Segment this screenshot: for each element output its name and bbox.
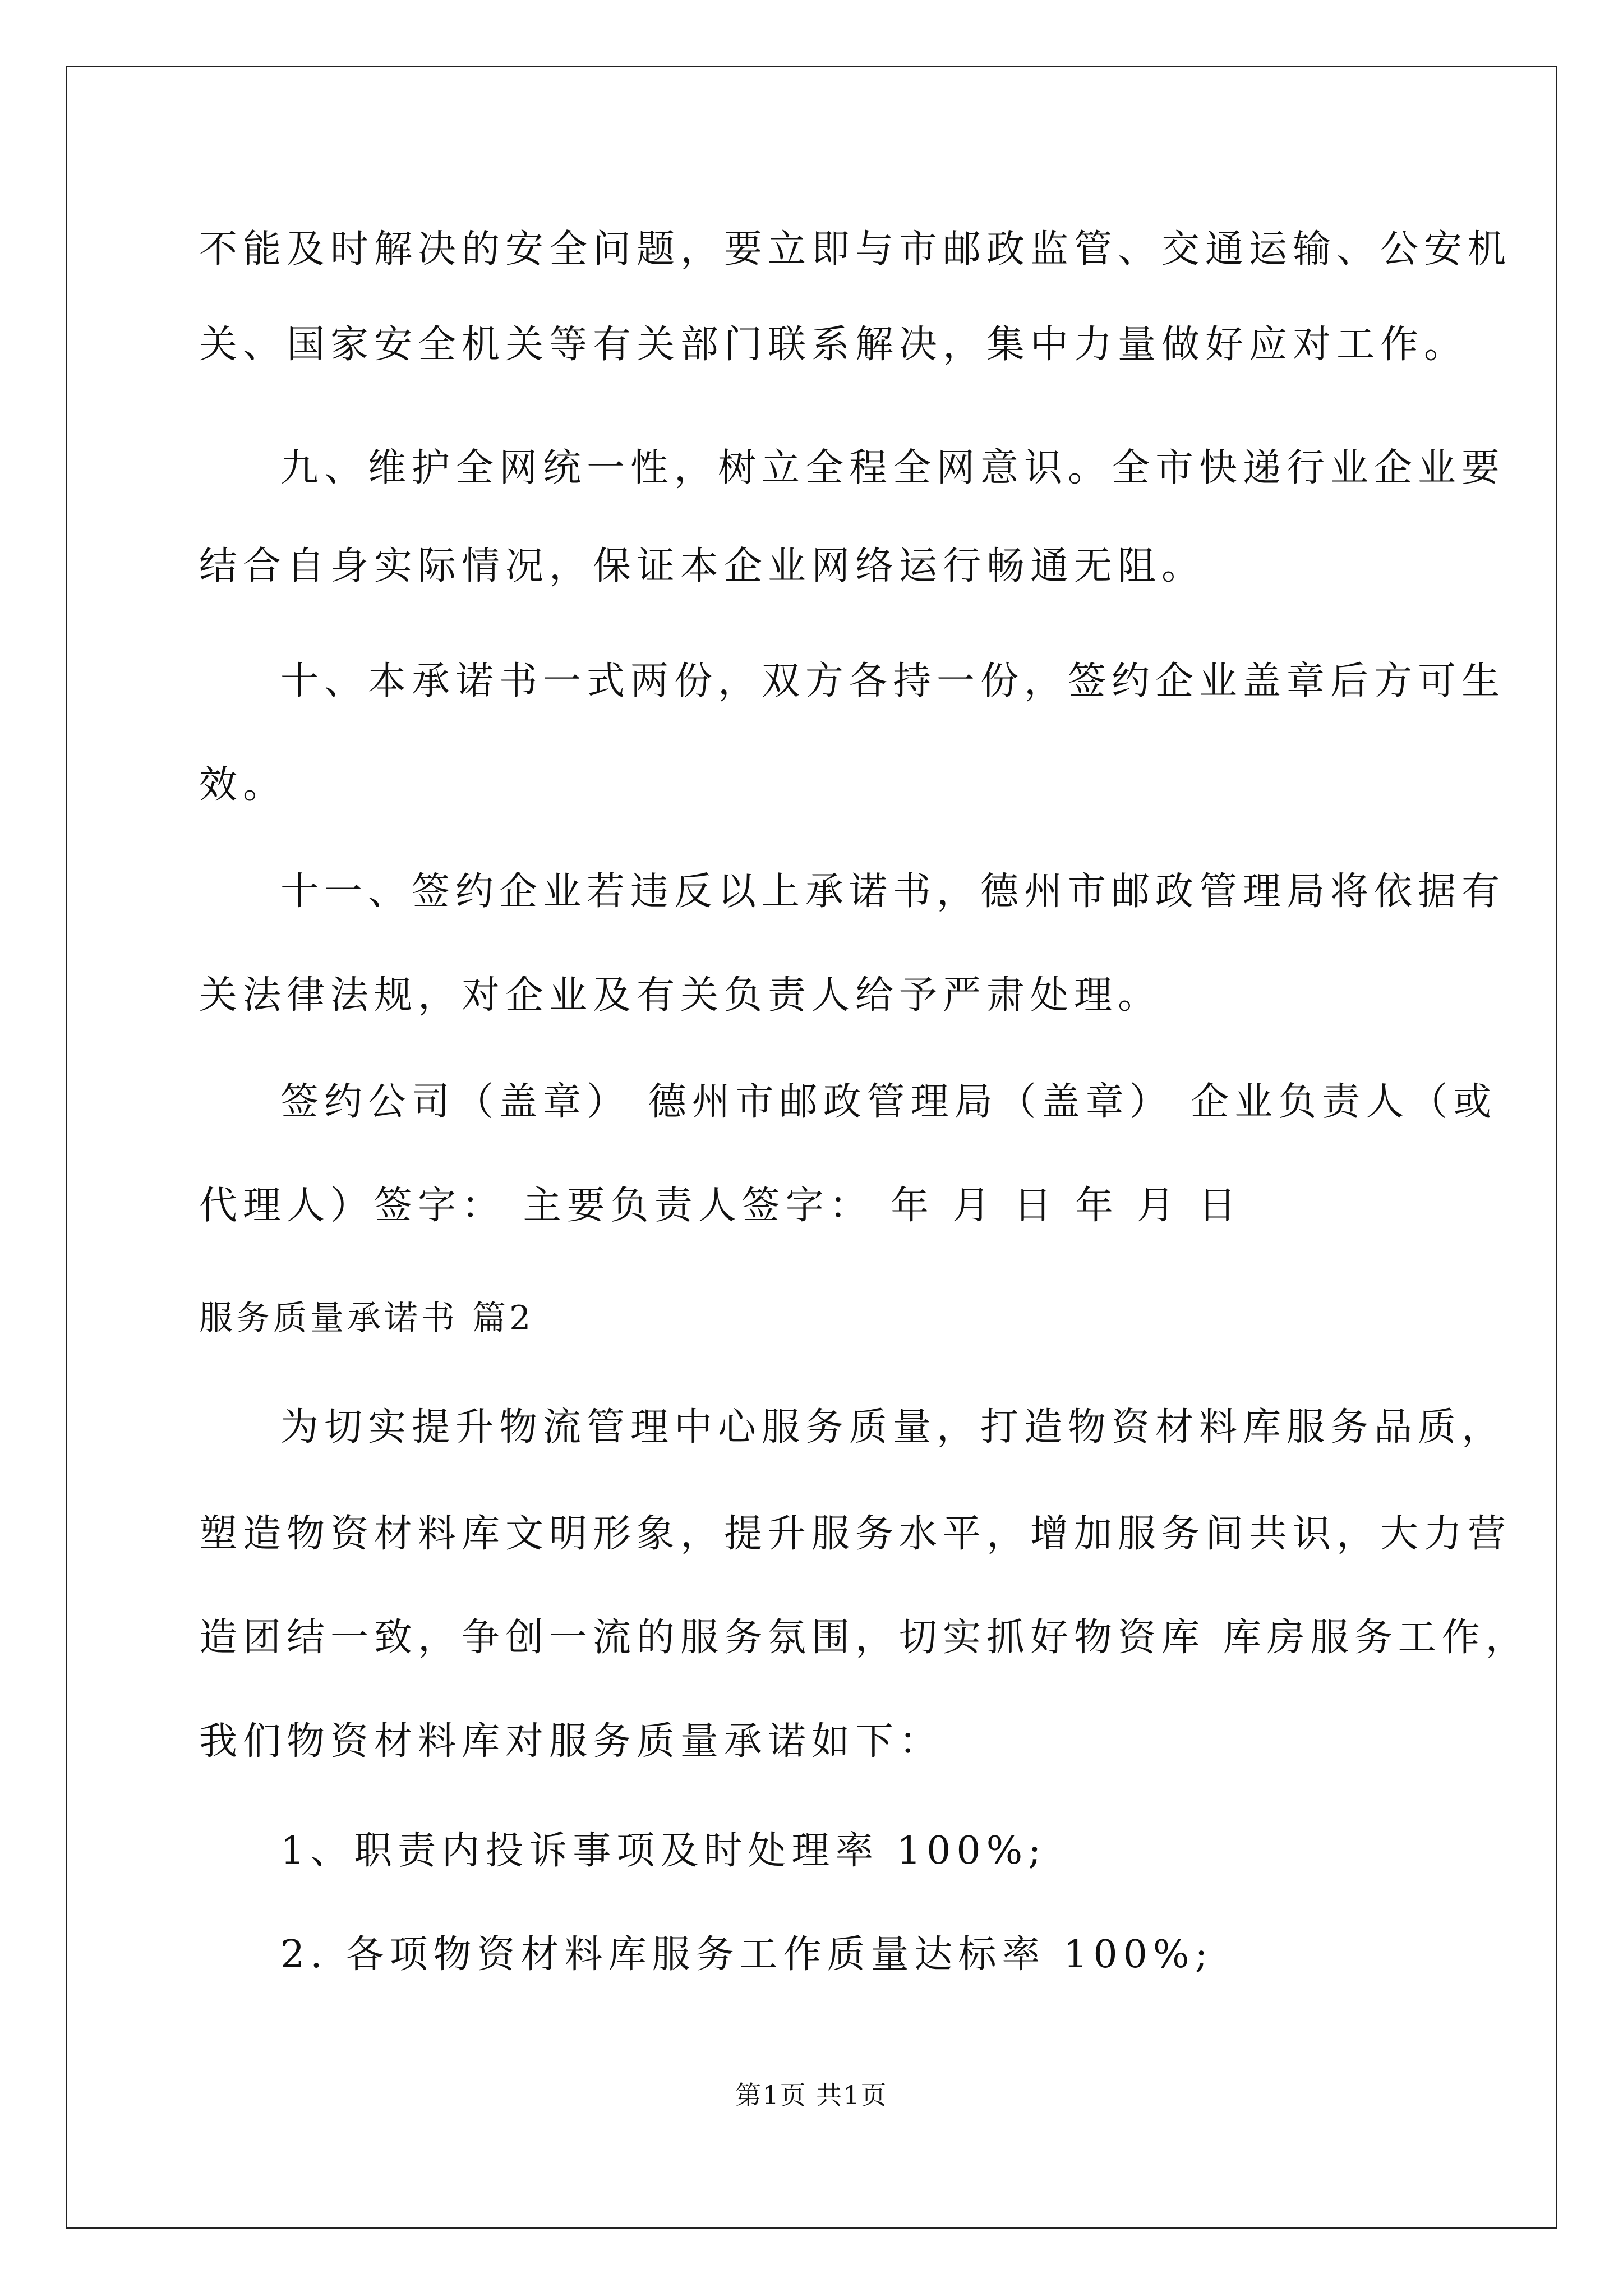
section-line: 为切实提升物流管理中心服务质量，打造物资材料库服务品质， (280, 1405, 1506, 1450)
signature-line: 签约公司（盖章） 德州市邮政管理局（盖章） 企业负责人（或 (280, 1080, 1497, 1124)
section-line: 造团结一致，争创一流的服务氛围，切实抓好物资库 库房服务工作， (199, 1616, 1529, 1660)
page-border (66, 66, 1557, 2229)
page-number: 第1页 共1页 (735, 2080, 888, 2110)
body-line: 不能及时解决的安全问题，要立即与市邮政监管、交通运输、公安机 (199, 227, 1512, 272)
list-item: 1、职责内投诉事项及时处理率 100%; (280, 1829, 1047, 1873)
body-line: 关法律法规，对企业及有关负责人给予严肃处理。 (199, 973, 1162, 1018)
signature-line: 代理人）签字： 主要负责人签字： 年 月 日 年 月 日 (199, 1184, 1242, 1228)
section-heading: 服务质量承诺书 篇2 (199, 1299, 534, 1338)
section-line: 塑造物资材料库文明形象，提升服务水平，增加服务间共识，大力营 (199, 1512, 1512, 1556)
body-line: 九、维护全网统一性，树立全程全网意识。全市快递行业企业要 (280, 446, 1506, 490)
body-line: 关、国家安全机关等有关部门联系解决，集中力量做好应对工作。 (199, 323, 1468, 367)
section-line: 我们物资材料库对服务质量承诺如下： (199, 1719, 943, 1764)
body-line: 十、本承诺书一式两份，双方各持一份，签约企业盖章后方可生 (280, 659, 1506, 703)
body-line: 十一、签约企业若违反以上承诺书，德州市邮政管理局将依据有 (280, 869, 1506, 914)
body-line: 结合自身实际情况，保证本企业网络运行畅通无阻。 (199, 544, 1206, 588)
list-item: 2. 各项物资材料库服务工作质量达标率 100%; (280, 1932, 1214, 1977)
body-line: 效。 (199, 763, 287, 807)
